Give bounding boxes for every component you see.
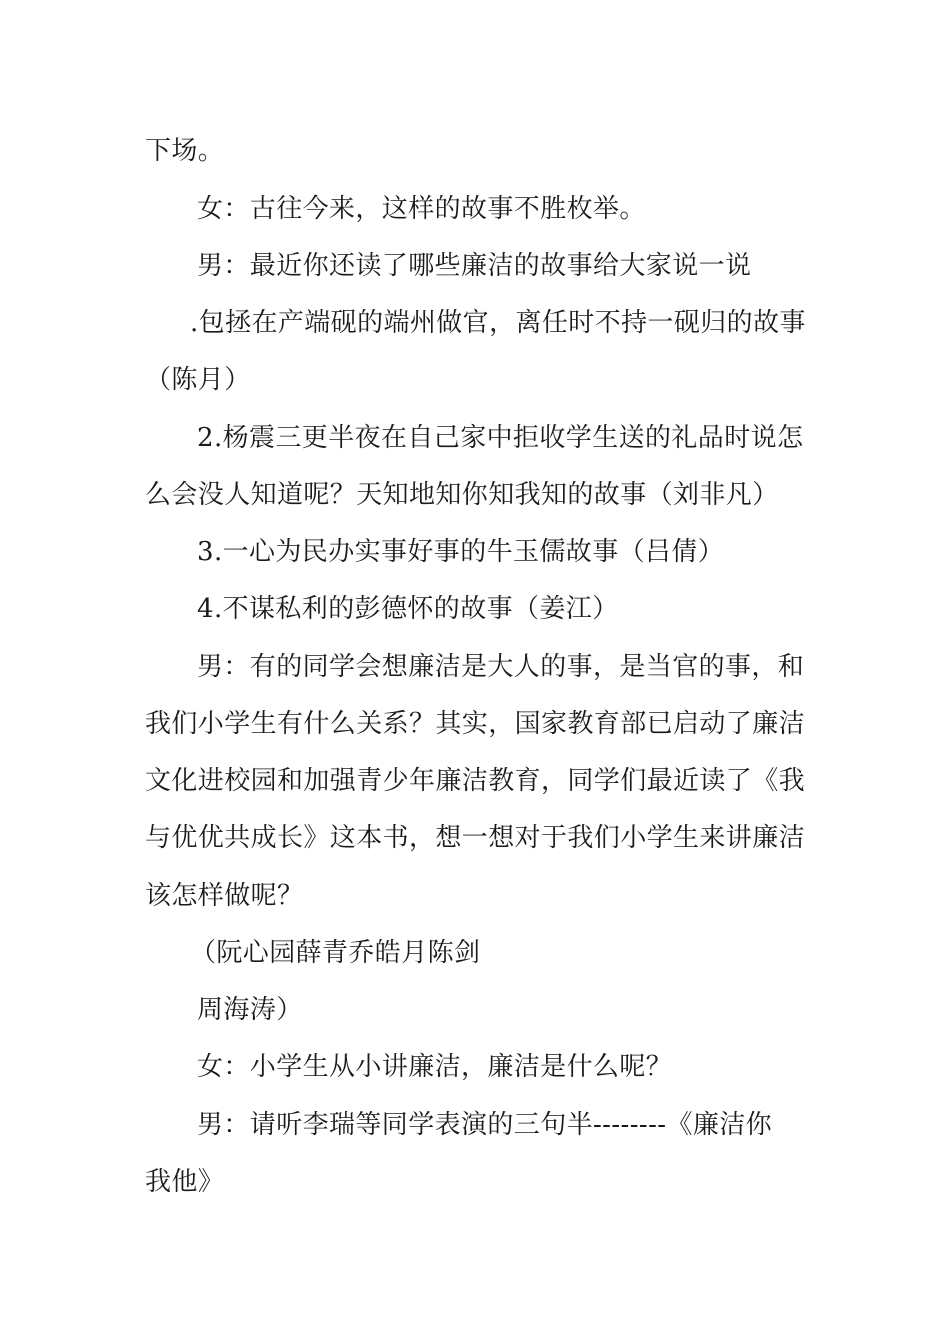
- text-line-15: （阮心园薛青乔皓月陈剑: [190, 938, 481, 968]
- text-line-6: 2.杨震三更半夜在自己家中拒收学生送的礼品时说怎: [197, 423, 804, 453]
- text-line-4: .包拯在产端砚的端州做官，离任时不持一砚归的故事: [190, 308, 806, 338]
- text-line-12: 文化进校园和加强青少年廉洁教育，同学们最近读了《我: [145, 766, 806, 796]
- text-line-19: 我他》: [145, 1167, 225, 1197]
- text-line-1: 下场。: [145, 136, 225, 166]
- text-line-2: 女：古往今来，这样的故事不胜枚举。: [197, 194, 646, 224]
- text-line-10: 男：有的同学会想廉洁是大人的事，是当官的事，和: [197, 652, 805, 682]
- text-line-18: 男：请听李瑞等同学表演的三句半--------《廉洁你: [197, 1110, 773, 1140]
- text-line-13: 与优优共成长》这本书，想一想对于我们小学生来讲廉洁: [145, 823, 806, 853]
- text-line-16: 周海涛）: [197, 995, 303, 1025]
- text-line-11: 我们小学生有什么关系？其实，国家教育部已启动了廉洁: [145, 709, 806, 739]
- text-line-17: 女：小学生从小讲廉洁，廉洁是什么呢？: [197, 1052, 673, 1082]
- text-line-14: 该怎样做呢？: [145, 881, 304, 911]
- text-line-8: 3.一心为民办实事好事的牛玉儒故事（吕倩）: [197, 537, 725, 567]
- text-line-5: （陈月）: [145, 365, 251, 395]
- text-line-9: 4.不谋私利的彭德怀的故事（姜江）: [197, 594, 619, 624]
- text-line-3: 男：最近你还读了哪些廉洁的故事给大家说一说: [197, 251, 752, 281]
- text-line-7: 么会没人知道呢？天知地知你知我知的故事（刘非凡）: [145, 480, 779, 510]
